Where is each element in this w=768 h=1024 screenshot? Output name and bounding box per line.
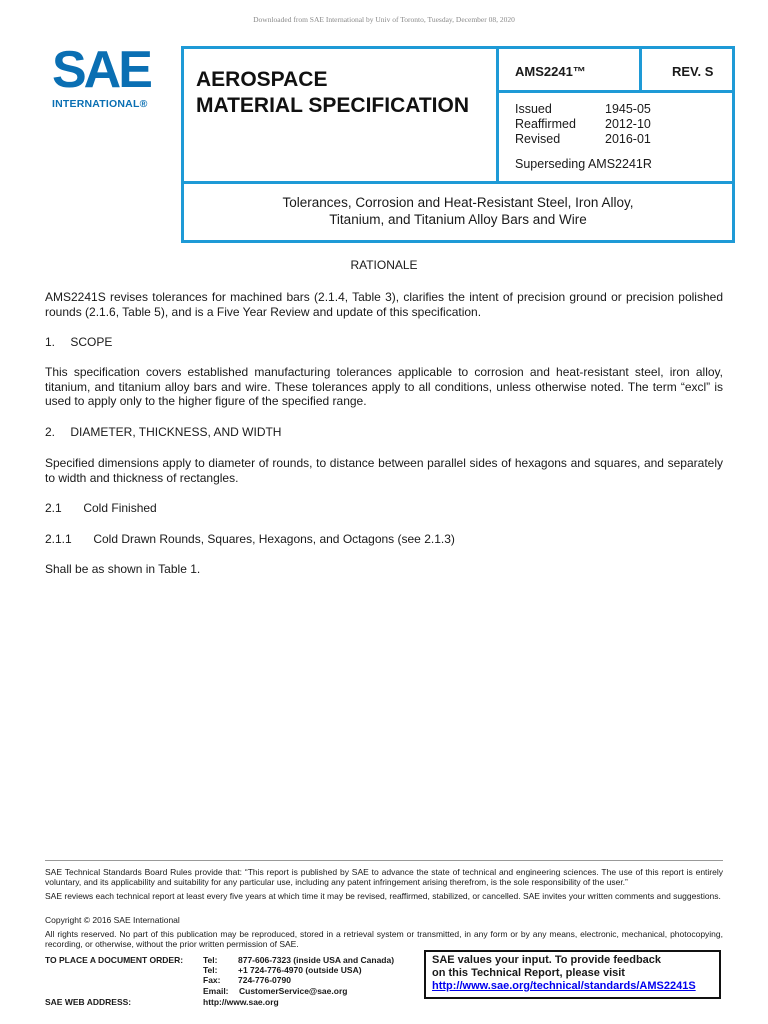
logo-wordmark: SAE xyxy=(52,41,150,99)
date-label: Issued xyxy=(515,102,552,116)
section-1-text: This specification covers established manufacturing tolerances applicable to corrosion and heat-resistant steel, iron alloy, titanium, and titanium alloy bars and wire. These tolerances apply to all conditions, unless otherwise noted. The term “excl” is used to apply only to the higher figure of the specified range. xyxy=(45,365,723,408)
subject-line2: Titanium, and Titanium Alloy Bars and Wire xyxy=(329,212,587,227)
feedback-box xyxy=(424,950,721,999)
contact-email: CustomerService@sae.org xyxy=(239,985,348,996)
date-value: 2016-01 xyxy=(605,132,651,146)
spec-title-line1: AEROSPACE xyxy=(196,68,328,91)
board-rules-text: SAE Technical Standards Board Rules provide that: “This report is published by SAE to advance the state of technical and engineering sciences. The use of this report is entirely voluntary, and its applicability and suitability for any particular use, including any patent infringement arising therefrom, is the sole responsibility of the user.” xyxy=(45,867,723,887)
footer-divider xyxy=(45,860,723,861)
doc-code: AMS2241™ xyxy=(499,49,642,93)
section-2-text: Specified dimensions apply to diameter of rounds, to distance between parallel sides of hexagons and squares, and separately to width and thickness of rectangles. xyxy=(45,456,723,485)
feedback-link[interactable]: http://www.sae.org/technical/standards/AMS2241S xyxy=(432,980,696,992)
contact-value: 877-606-7323 (inside USA and Canada) xyxy=(238,955,395,965)
section-2-heading xyxy=(45,425,723,440)
section-number: 2.1 xyxy=(45,501,62,515)
section-number: 2.1.1 xyxy=(45,532,72,546)
web-label: SAE WEB ADDRESS: xyxy=(45,997,132,1007)
logo-subtitle: INTERNATIONAL® xyxy=(52,98,148,110)
section-1-heading xyxy=(45,335,723,350)
date-label: Reaffirmed xyxy=(515,117,576,131)
section-2-1-1-text: Shall be as shown in Table 1. xyxy=(45,562,201,576)
rationale-text: AMS2241S revises tolerances for machined bars (2.1.4, Table 3), clarifies the intent of precision ground or precision polished rounds (2.1.6, Table 5), and is a Five Year Review and update of this specification. xyxy=(45,290,723,319)
spec-subject xyxy=(184,184,732,240)
contact-row xyxy=(45,986,425,996)
section-2-1-heading xyxy=(45,501,723,516)
download-note: Downloaded from SAE International by Univ of Toronto, Tuesday, December 08, 2020 xyxy=(253,15,515,24)
contact-key: Tel: xyxy=(203,955,218,965)
feedback-line1: SAE values your input. To provide feedback xyxy=(432,954,662,966)
section-title: DIAMETER, THICKNESS, AND WIDTH xyxy=(70,425,282,439)
contact-row xyxy=(45,975,425,985)
section-title: Cold Finished xyxy=(83,501,157,515)
contact-key: Email: xyxy=(203,985,229,996)
review-text: SAE reviews each technical report at least every five years at which time it may be revised, reaffirmed, stabilized, or cancelled. SAE invites your written comments and suggestions. xyxy=(45,891,721,901)
revision-label: REV. S xyxy=(642,49,732,93)
section-number: 2. xyxy=(45,425,56,439)
sae-logo xyxy=(30,42,170,122)
date-history xyxy=(499,93,732,184)
copyright-text: Copyright © 2016 SAE International xyxy=(45,915,180,925)
rationale-heading: RATIONALE xyxy=(350,258,418,272)
date-value: 2012-10 xyxy=(605,117,651,131)
date-row-issued xyxy=(515,102,732,117)
date-label: Revised xyxy=(515,132,561,146)
superseding-note: Superseding AMS2241R xyxy=(515,157,652,171)
contact-key: Tel: xyxy=(203,965,218,976)
web-url: http://www.sae.org xyxy=(203,997,279,1007)
contact-row xyxy=(45,965,425,975)
spec-header-box xyxy=(181,46,735,243)
contact-value: 724-776-0790 xyxy=(238,975,291,986)
spec-title-line2: MATERIAL SPECIFICATION xyxy=(196,94,469,117)
date-row-reaffirmed xyxy=(515,117,732,132)
date-row-revised xyxy=(515,132,732,147)
web-address-row xyxy=(45,997,425,1008)
contact-row xyxy=(45,955,425,965)
contact-key: Fax: xyxy=(203,975,221,986)
section-title: SCOPE xyxy=(70,335,113,349)
contact-value: +1 724-776-4970 (outside USA) xyxy=(238,965,362,976)
section-number: 1. xyxy=(45,335,56,349)
section-2-1-1-heading xyxy=(45,532,723,547)
order-label: TO PLACE A DOCUMENT ORDER: xyxy=(45,955,184,965)
date-value: 1945-05 xyxy=(605,102,651,116)
subject-line1: Tolerances, Corrosion and Heat-Resistant Steel, Iron Alloy, xyxy=(282,195,634,210)
rights-text: All rights reserved. No part of this publication may be reproduced, stored in a retrieval system or transmitted, in any form or by any means, electronic, mechanical, photocopying, recording, or otherwise, without the prior written permission of SAE. xyxy=(45,929,723,949)
order-contacts xyxy=(45,955,425,996)
section-title: Cold Drawn Rounds, Squares, Hexagons, and Octagons (see 2.1.3) xyxy=(93,532,455,546)
spec-title-cell xyxy=(184,49,499,184)
feedback-line2: on this Technical Report, please visit xyxy=(432,967,625,979)
